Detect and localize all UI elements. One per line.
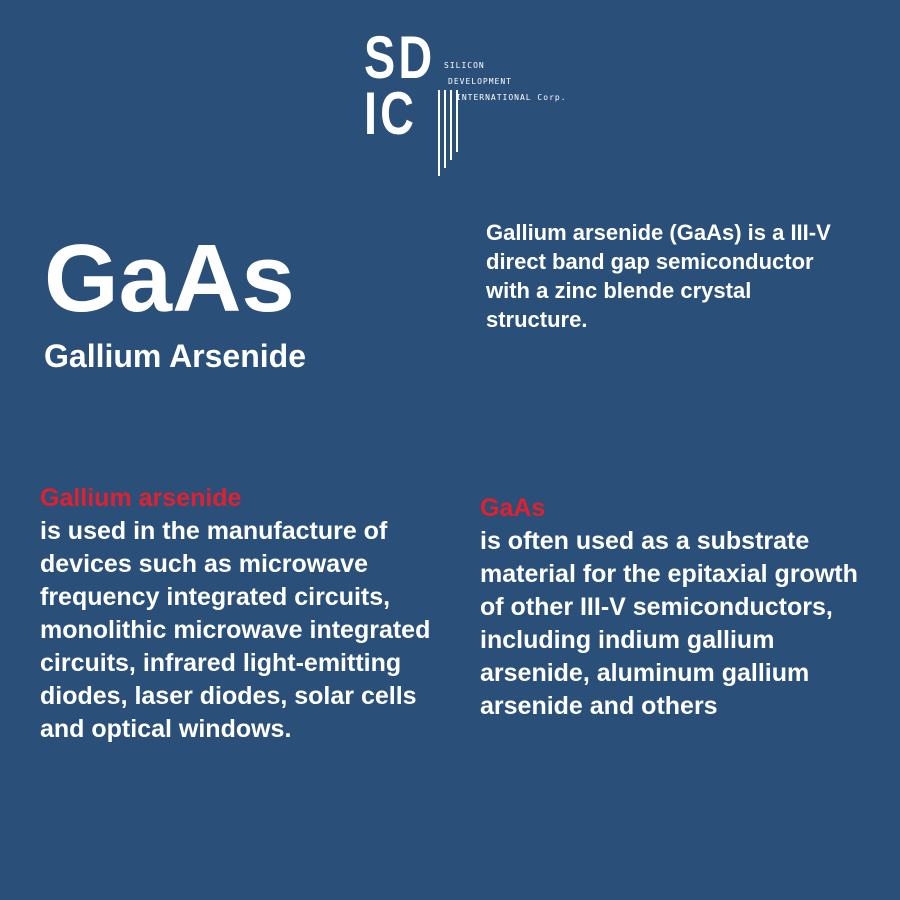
uses-heading: Gallium arsenide: [40, 484, 242, 512]
company-logo: [364, 24, 594, 150]
substrate-heading: GaAs: [480, 494, 546, 522]
substrate-body: is often used as a substrate material for the epitaxial growth of other III-V semiconductors, including indium gallium arsenide, aluminum gallium arsenide and others: [480, 527, 858, 720]
intro-text: Gallium arsenide (GaAs) is a III-V direct band gap semiconductor with a zinc blende crystal structure.: [486, 220, 831, 332]
logo-letters-top: SD: [364, 24, 436, 91]
logo-wordmark: [444, 58, 567, 106]
logo-letters: [364, 24, 436, 147]
uses-section: [40, 482, 440, 746]
logo-line-silicon: SILICON: [444, 61, 485, 70]
logo-line-development: DEVELOPMENT: [448, 77, 512, 86]
logo-line-international: INTERNATIONAL Corp.: [456, 93, 567, 102]
page-title: GaAs: [44, 225, 295, 332]
uses-body: is used in the manufacture of devices such as microwave frequency integrated circuits, monolithic microwave integrated circuits, infrared light-emitting diodes, laser diodes, solar cells and optical windows.: [40, 517, 431, 743]
logo-letters-bottom: IC: [364, 80, 418, 147]
substrate-section: [480, 492, 880, 723]
page-subtitle: Gallium Arsenide: [44, 338, 306, 374]
